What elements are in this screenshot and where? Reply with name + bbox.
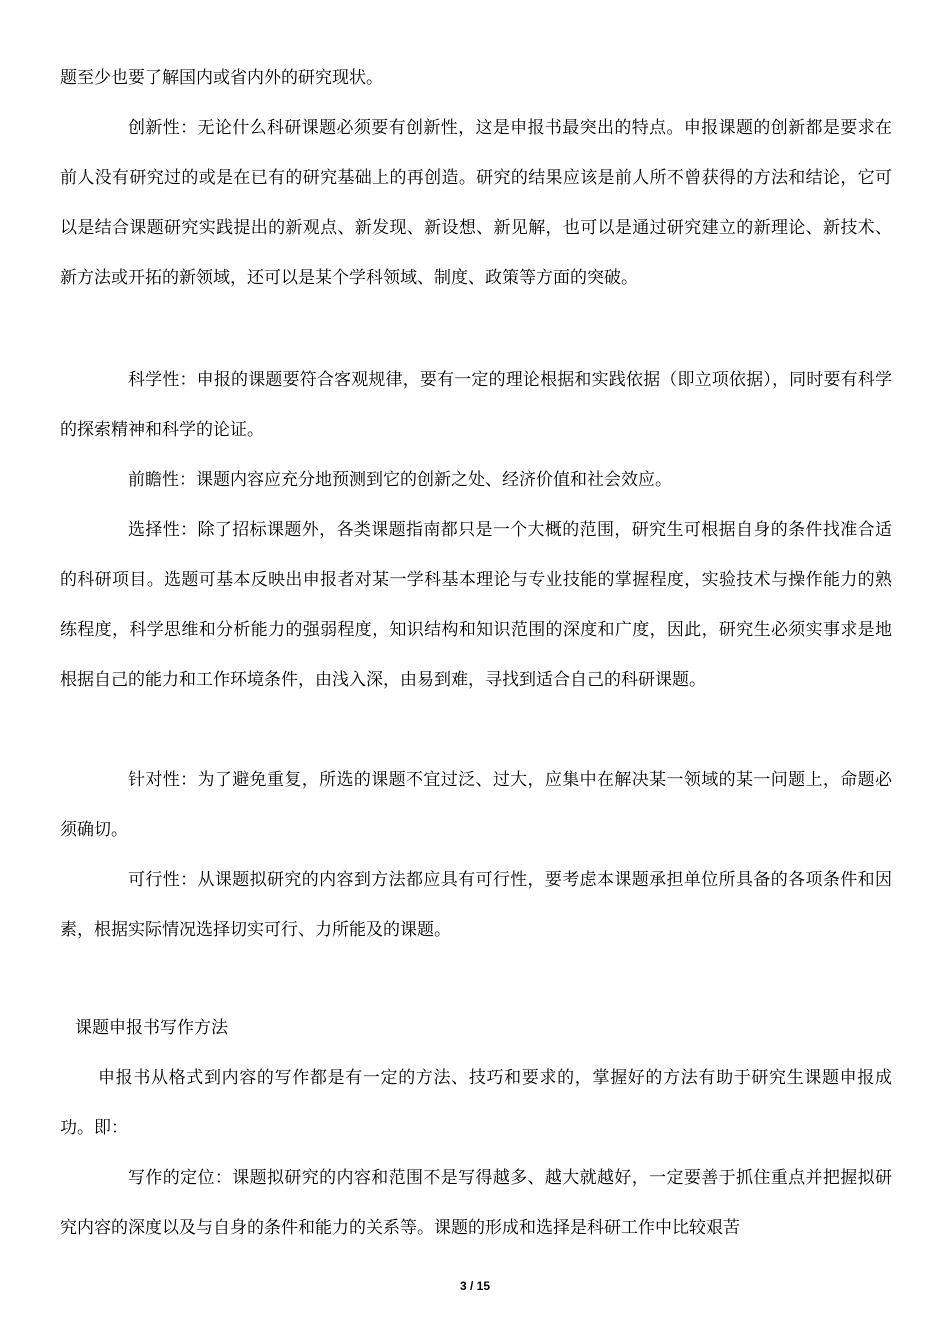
paragraph-feasibility: 可行性：从课题拟研究的内容到方法都应具有可行性，要考虑本课题承担单位所具备的各项条件和因素，根据实际情况选择切实可行、力所能及的课题。 (60, 870, 892, 940)
paragraph-pertinence: 针对性：为了避免重复，所选的课题不宜过泛、过大，应集中在解决某一领域的某一问题上，命题必须确切。 (60, 770, 892, 840)
paragraph-positioning: 写作的定位：课题拟研究的内容和范围不是写得越多、越大就越好，一定要善于抓住重点并把握拟研究内容的深度以及与自身的条件和能力的关系等。课题的形成和选择是科研工作中比较艰苦 (60, 1168, 892, 1238)
section-heading: 课题申报书写作方法 (75, 1018, 228, 1038)
paragraph-scientific: 科学性：申报的课题要符合客观规律，要有一定的理论根据和实践依据（即立项依据），同时要有科学的探索精神和科学的论证。 (60, 370, 892, 440)
paragraph-writing-method: 申报书从格式到内容的写作都是有一定的方法、技巧和要求的，掌握好的方法有助于研究生课题申报成功。即： (60, 1068, 892, 1138)
page-number: 3 / 15 (459, 1279, 491, 1293)
paragraph-research-status: 题至少也要了解国内或省内外的研究现状。 (60, 68, 383, 88)
paragraph-innovation: 创新性：无论什么科研课题必须要有创新性，这是申报书最突出的特点。申报课题的创新都是要求在前人没有研究过的或是在已有的研究基础上的再创造。研究的结果应该是前人所不曾获得的方法和结论，它可以是结合课题研究实践提出的新观点、新发现、新设想、新见解，也可以是通过研究建立的新理论、新技术、新方法或开拓的新领域，还可以是某个学科领域、制度、政策等方面的突破。 (60, 118, 892, 288)
paragraph-selectivity: 选择性：除了招标课题外，各类课题指南都只是一个大概的范围，研究生可根据自身的条件找准合适的科研项目。选题可基本反映出申报者对某一学科基本理论与专业技能的掌握程度，实验技术与操作能力的熟练程度，科学思维和分析能力的强弱程度，知识结构和知识范围的深度和广度，因此，研究生必须实事求是地根据自己的能力和工作环境条件，由浅入深，由易到难，寻找到适合自己的科研课题。 (60, 520, 892, 690)
paragraph-forward-looking: 前瞻性：课题内容应充分地预测到它的创新之处、经济价值和社会效应。 (128, 470, 672, 490)
